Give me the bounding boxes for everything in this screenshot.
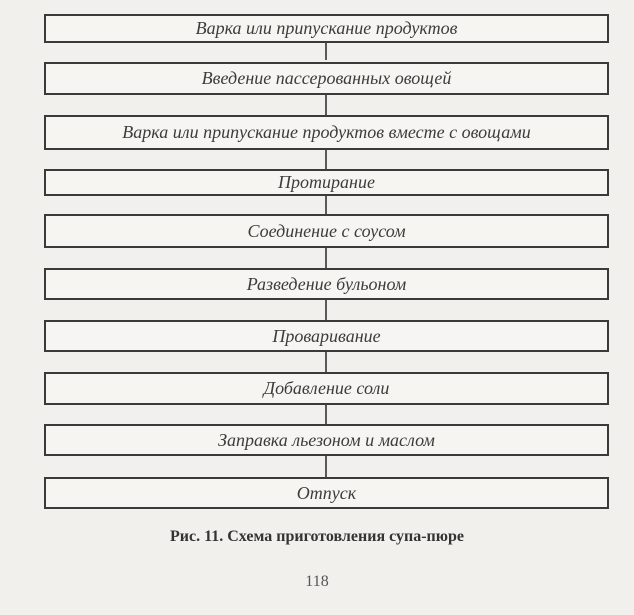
- connector-line: [325, 352, 327, 372]
- connector-line: [325, 196, 327, 214]
- connector-line: [325, 43, 327, 60]
- step-box: [44, 214, 609, 248]
- step-label: Протирание: [278, 172, 375, 192]
- step-label: Соединение с соусом: [247, 220, 406, 241]
- step-box: [44, 14, 609, 43]
- step-label: Отпуск: [296, 482, 357, 503]
- step-box: [44, 372, 609, 405]
- step-label: Проваривание: [272, 325, 381, 346]
- step-box: [44, 424, 609, 456]
- figure-caption: Рис. 11. Схема приготовления супа-пюре: [170, 528, 464, 545]
- step-box: [44, 169, 609, 196]
- connector-line: [325, 95, 327, 115]
- step-box: [44, 477, 609, 509]
- page-number: 118: [305, 573, 329, 590]
- step-box: [44, 320, 609, 352]
- step-box: [44, 115, 609, 150]
- connector-line: [325, 405, 327, 424]
- step-label: Добавление соли: [263, 378, 390, 398]
- step-label: Варка или припускание продуктов: [195, 18, 458, 38]
- connector-line: [325, 150, 327, 169]
- step-box: [44, 268, 609, 300]
- step-label: Введение пассерованных овощей: [201, 68, 452, 88]
- connector-line: [325, 300, 327, 320]
- connector-line: [325, 456, 327, 477]
- step-label: Разведение бульоном: [246, 273, 407, 294]
- connector-line: [325, 248, 327, 268]
- step-label: Заправка льезоном и маслом: [218, 429, 435, 450]
- step-box: [44, 62, 609, 95]
- step-label: Варка или припускание продуктов вместе с овощами: [122, 122, 531, 142]
